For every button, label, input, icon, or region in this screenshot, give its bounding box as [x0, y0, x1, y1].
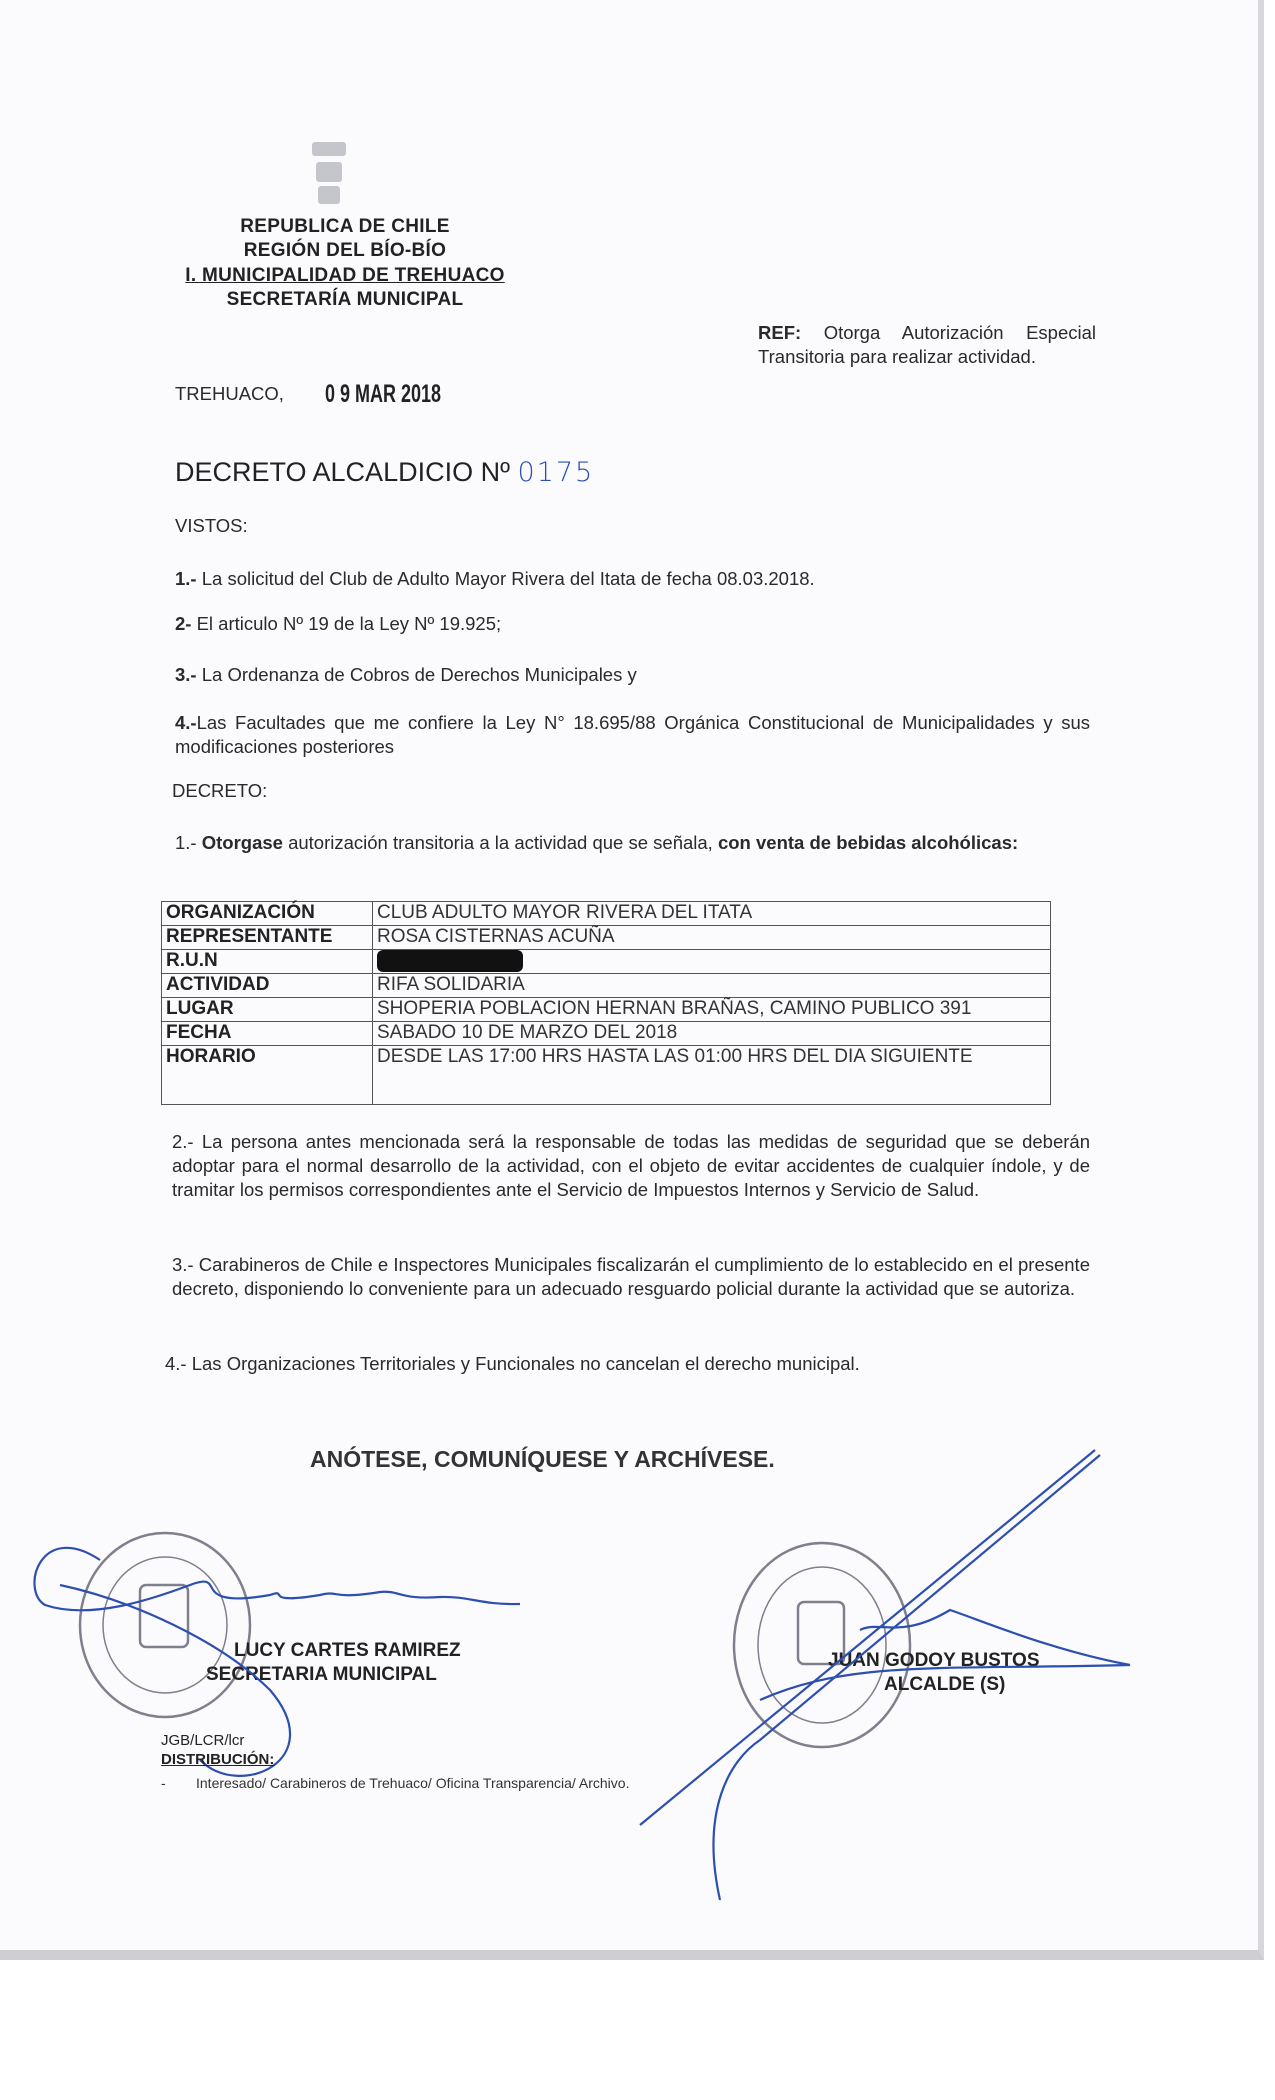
paragraph-4: 4.- Las Organizaciones Territoriales y Funcionales no cancelan el derecho municipal. [165, 1353, 860, 1374]
table-value: RIFA SOLIDARIA [373, 974, 1051, 998]
table-value: ROSA CISTERNAS ACUÑA [373, 926, 1051, 950]
header-line1: REPUBLICA DE CHILE [240, 216, 450, 237]
decreto-heading: DECRETO: [172, 780, 268, 801]
signatory-2-name: JUAN GODOY BUSTOS [828, 1650, 1040, 1671]
table-key: LUGAR [162, 998, 373, 1022]
date-stamp: 0 9 MAR 2018 [325, 380, 442, 408]
table-value: DESDE LAS 17:00 HRS HASTA LAS 01:00 HRS DEL DIA SIGUIENTE [373, 1046, 1051, 1105]
place: TREHUACO, [175, 383, 284, 404]
table-key: ORGANIZACIÓN [162, 902, 373, 926]
header-line4: SECRETARÍA MUNICIPAL [226, 289, 464, 310]
vistos-item-3: 3.- La Ordenanza de Cobros de Derechos Municipales y [175, 664, 637, 685]
paragraph-2: 2.- La persona antes mencionada será la responsable de todas las medidas de seguridad que se deberán adoptar para el normal desarrollo de la actividad, con el objeto de evitar accidentes de cualquier índole, y de tramitar los permisos correspondientes ante el Servicio de Impuestos Internos y Servicio de Salud. [172, 1131, 1090, 1200]
vistos-heading: VISTOS: [175, 515, 248, 536]
vistos-item-4: 4.-Las Facultades que me confiere la Ley N° 18.695/88 Orgánica Constitucional de Municipalidades y sus modificaciones posteriores [175, 712, 1090, 757]
ref-label: REF: [758, 322, 802, 343]
header-line3: I. MUNICIPALIDAD DE TREHUACO [185, 265, 505, 286]
vistos-item-1: 1.- La solicitud del Club de Adulto Mayor Rivera del Itata de fecha 08.03.2018. [175, 568, 815, 589]
table-key: ACTIVIDAD [162, 974, 373, 998]
table-value: CLUB ADULTO MAYOR RIVERA DEL ITATA [373, 902, 1051, 926]
signatory-2-role: ALCALDE (S) [884, 1674, 1006, 1695]
initials: JGB/LCR/lcr [161, 1732, 245, 1749]
ref-text: Otorga Autorización Especial [801, 322, 1096, 343]
table-key: REPRESENTANTE [162, 926, 373, 950]
vistos-item-2: 2- El articulo Nº 19 de la Ley Nº 19.925; [175, 613, 502, 634]
distribution-label: DISTRIBUCIÓN: [161, 1751, 275, 1768]
table-key: FECHA [162, 1022, 373, 1046]
title-text: DECRETO ALCALDICIO Nº [175, 457, 510, 487]
paragraph-3: 3.- Carabineros de Chile e Inspectores Municipales fiscalizarán el cumplimiento de lo establecido en el presente decreto, disponiendo lo conveniente para un adecuado resguardo policial durante la actividad que se autoriza. [172, 1254, 1090, 1299]
ref-line2: Transitoria para realizar actividad. [758, 346, 1036, 367]
distribution-list: Interesado/ Carabineros de Trehuaco/ Oficina Transparencia/ Archivo. [196, 1775, 630, 1791]
signatory-1-role: SECRETARIA MUNICIPAL [206, 1664, 437, 1685]
table-value: SABADO 10 DE MARZO DEL 2018 [373, 1022, 1051, 1046]
table-key: R.U.N [162, 950, 373, 974]
signatory-1-name: LUCY CARTES RAMIREZ [234, 1640, 461, 1661]
table-key: HORARIO [162, 1046, 373, 1105]
decree-number-handwritten: 0175 [517, 457, 595, 488]
decreto-paragraph-1: 1.- Otorgase autorización transitoria a la actividad que se señala, con venta de bebidas alcohólicas: [175, 832, 1019, 853]
table-value: SHOPERIA POBLACION HERNAN BRAÑAS, CAMINO PUBLICO 391 [373, 998, 1051, 1022]
closing-formula: ANÓTESE, COMUNÍQUESE Y ARCHÍVESE. [310, 1446, 775, 1472]
header-line2: REGIÓN DEL BÍO-BÍO [243, 240, 447, 261]
distribution-bullet: - [161, 1775, 166, 1791]
